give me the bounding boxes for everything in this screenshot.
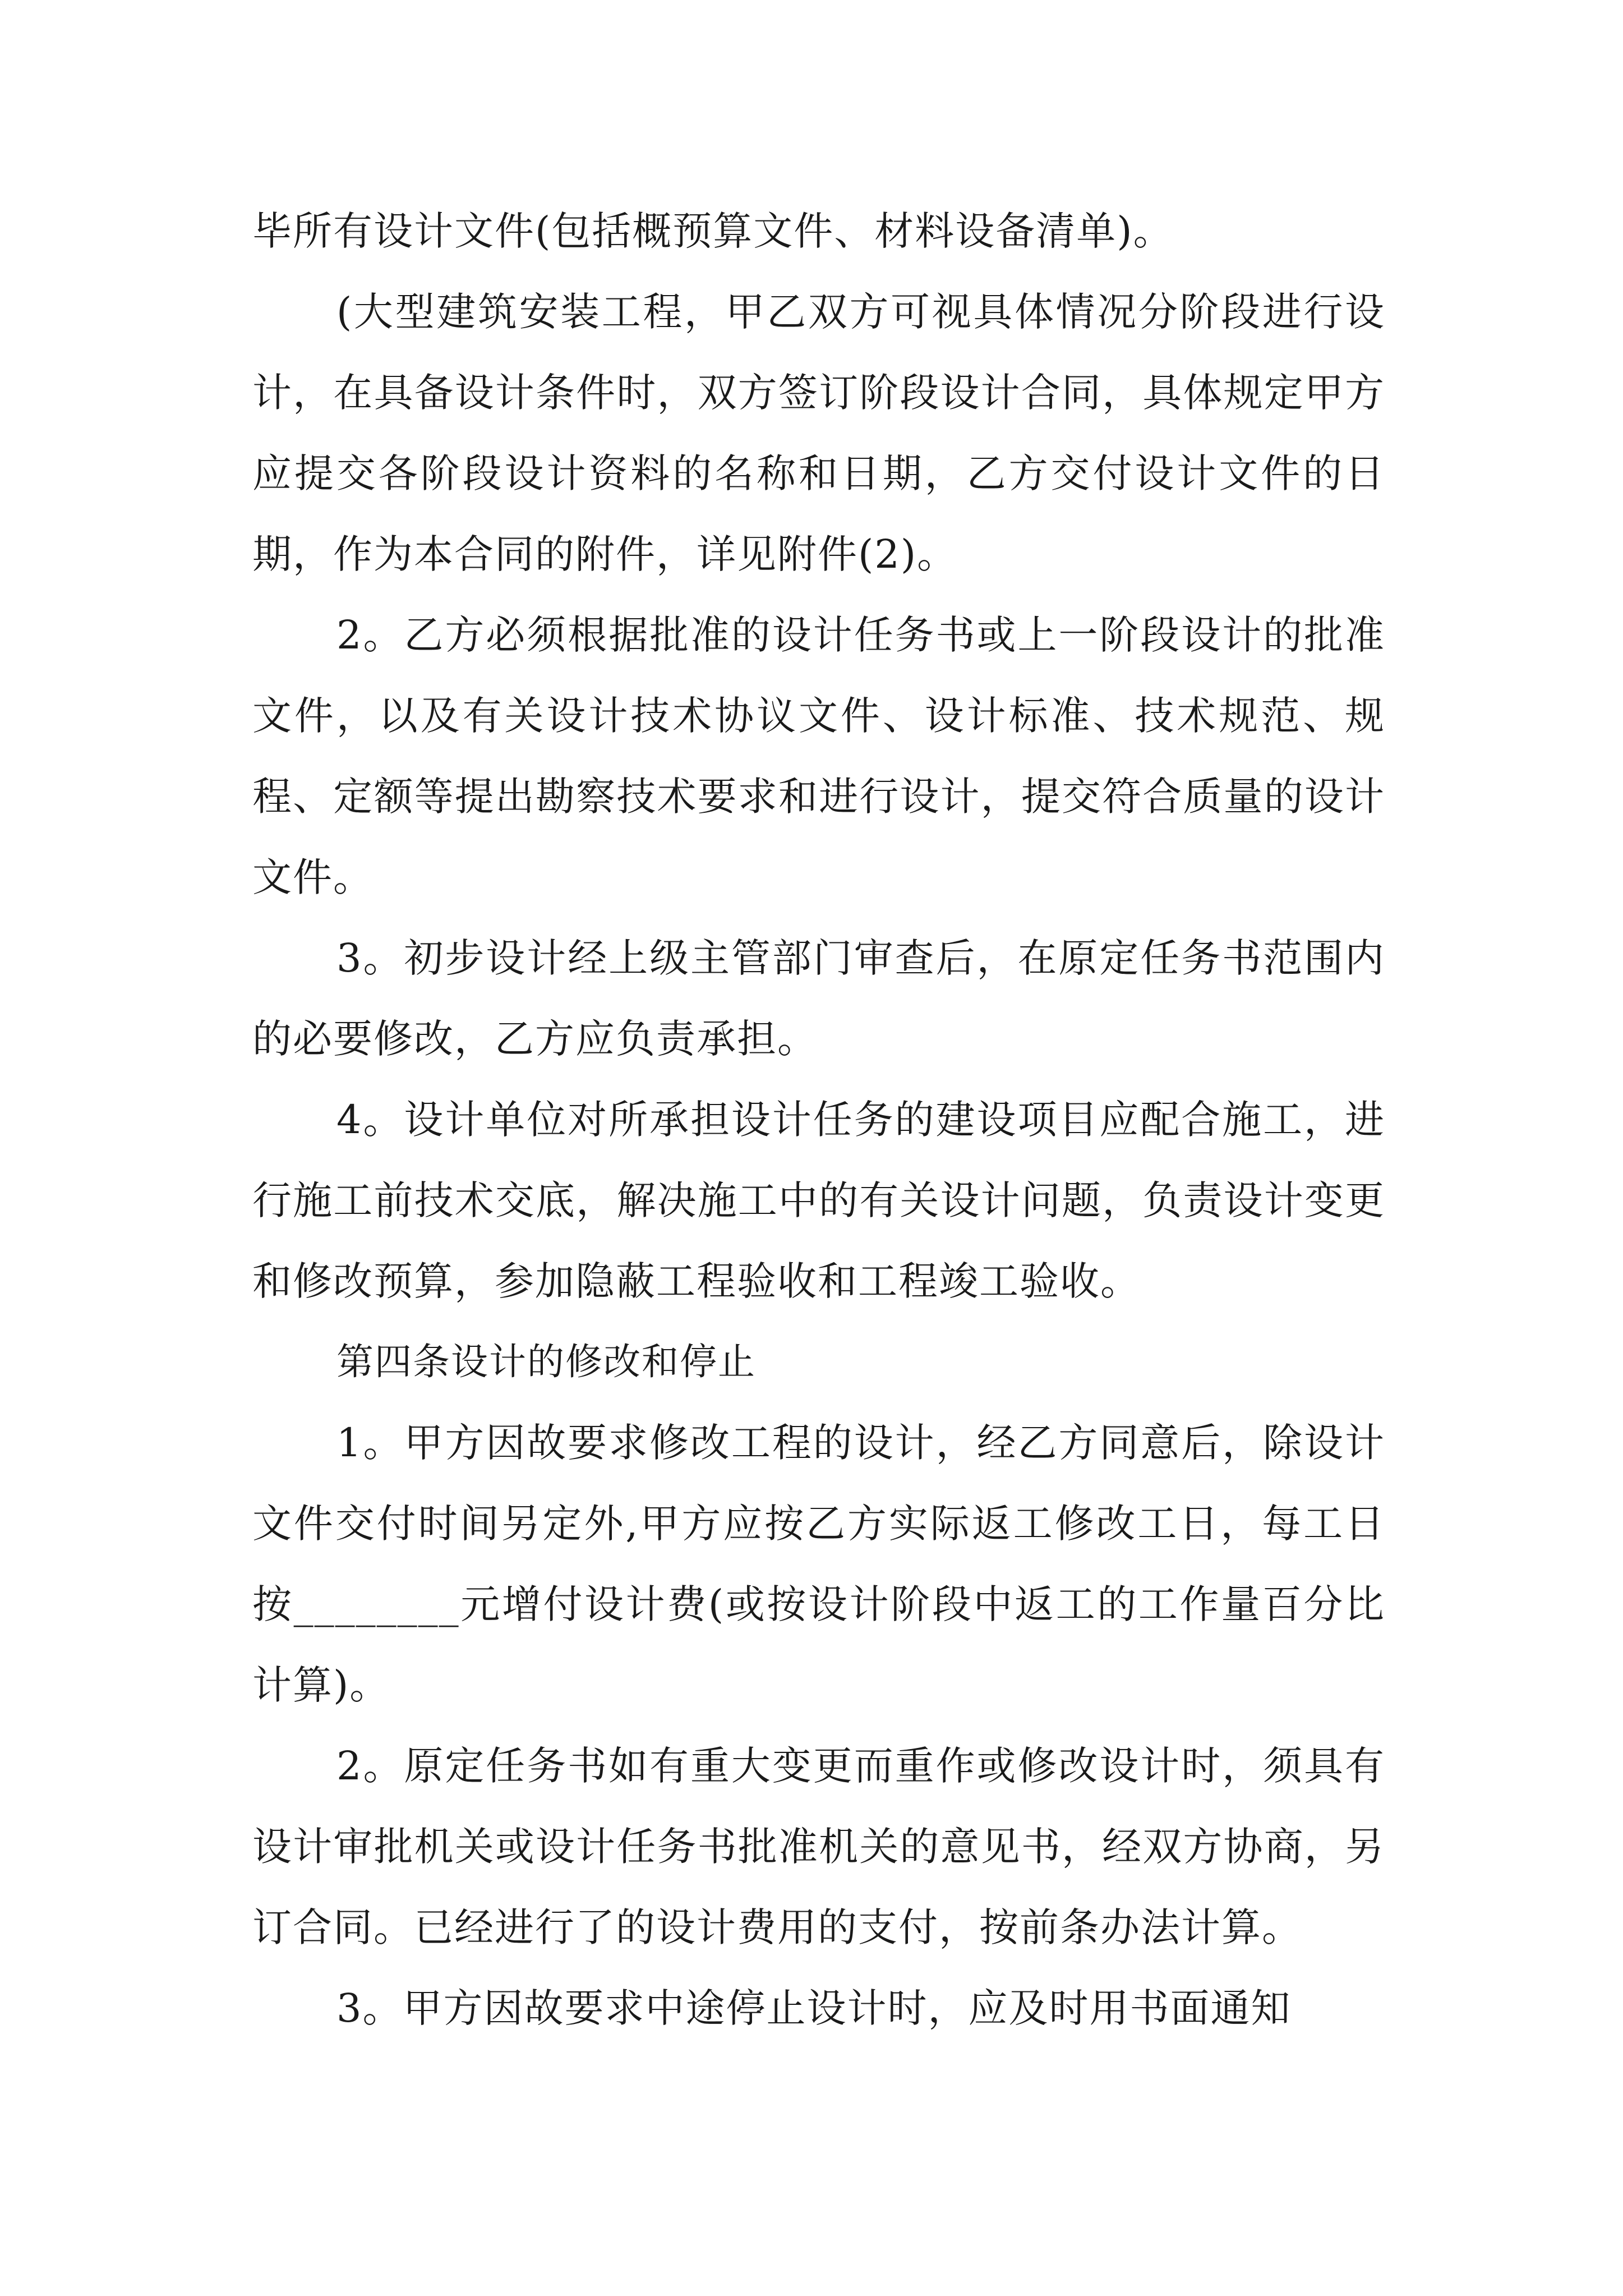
section-heading-article-4: 第四条设计的修改和停止 [336, 1340, 756, 1383]
paragraph-continuation: 毕所有设计文件(包括概预算文件、材料设备清单)。 [252, 208, 1174, 254]
paragraph-item-4: 4。设计单位对所承担设计任务的建设项目应配合施工，进行施工前技术交底，解决施工中的有关设计问题，负责设计变更和修改预算，参加隐蔽工程验收和工程竣工验收。 [252, 1097, 1385, 1304]
paragraph-large-project-note: (大型建筑安装工程，甲乙双方可视具体情况分阶段进行设计，在具备设计条件时，双方签订阶段设计合同，具体规定甲方应提交各阶段设计资料的名称和日期，乙方交付设计文件的日期，作为本合同的附件，详见附件(2)。 [252, 289, 1385, 577]
paragraph-article-4-item-1: 1。甲方因故要求修改工程的设计，经乙方同意后，除设计文件交付时间另定外,甲方应按乙方实际返工修改工日，每工日按________元增付设计费(或按设计阶段中返工的工作量百分比计算)。 [252, 1420, 1385, 1708]
paragraph-article-4-item-2: 2。原定任务书如有重大变更而重作或修改设计时，须具有设计审批机关或设计任务书批准机关的意见书，经双方协商，另订合同。已经进行了的设计费用的支付，按前条办法计算。 [252, 1743, 1385, 1950]
paragraph-item-2: 2。乙方必须根据批准的设计任务书或上一阶段设计的批准文件，以及有关设计技术协议文件、设计标准、技术规范、规程、定额等提出勘察技术要求和进行设计，提交符合质量的设计文件。 [252, 612, 1385, 900]
paragraph-article-4-item-3: 3。甲方因故要求中途停止设计时，应及时用书面通知 [336, 1985, 1292, 2031]
paragraph-item-3: 3。初步设计经上级主管部门审查后，在原定任务书范围内的必要修改，乙方应负责承担。 [252, 935, 1385, 1062]
document-body [252, 191, 1385, 2049]
